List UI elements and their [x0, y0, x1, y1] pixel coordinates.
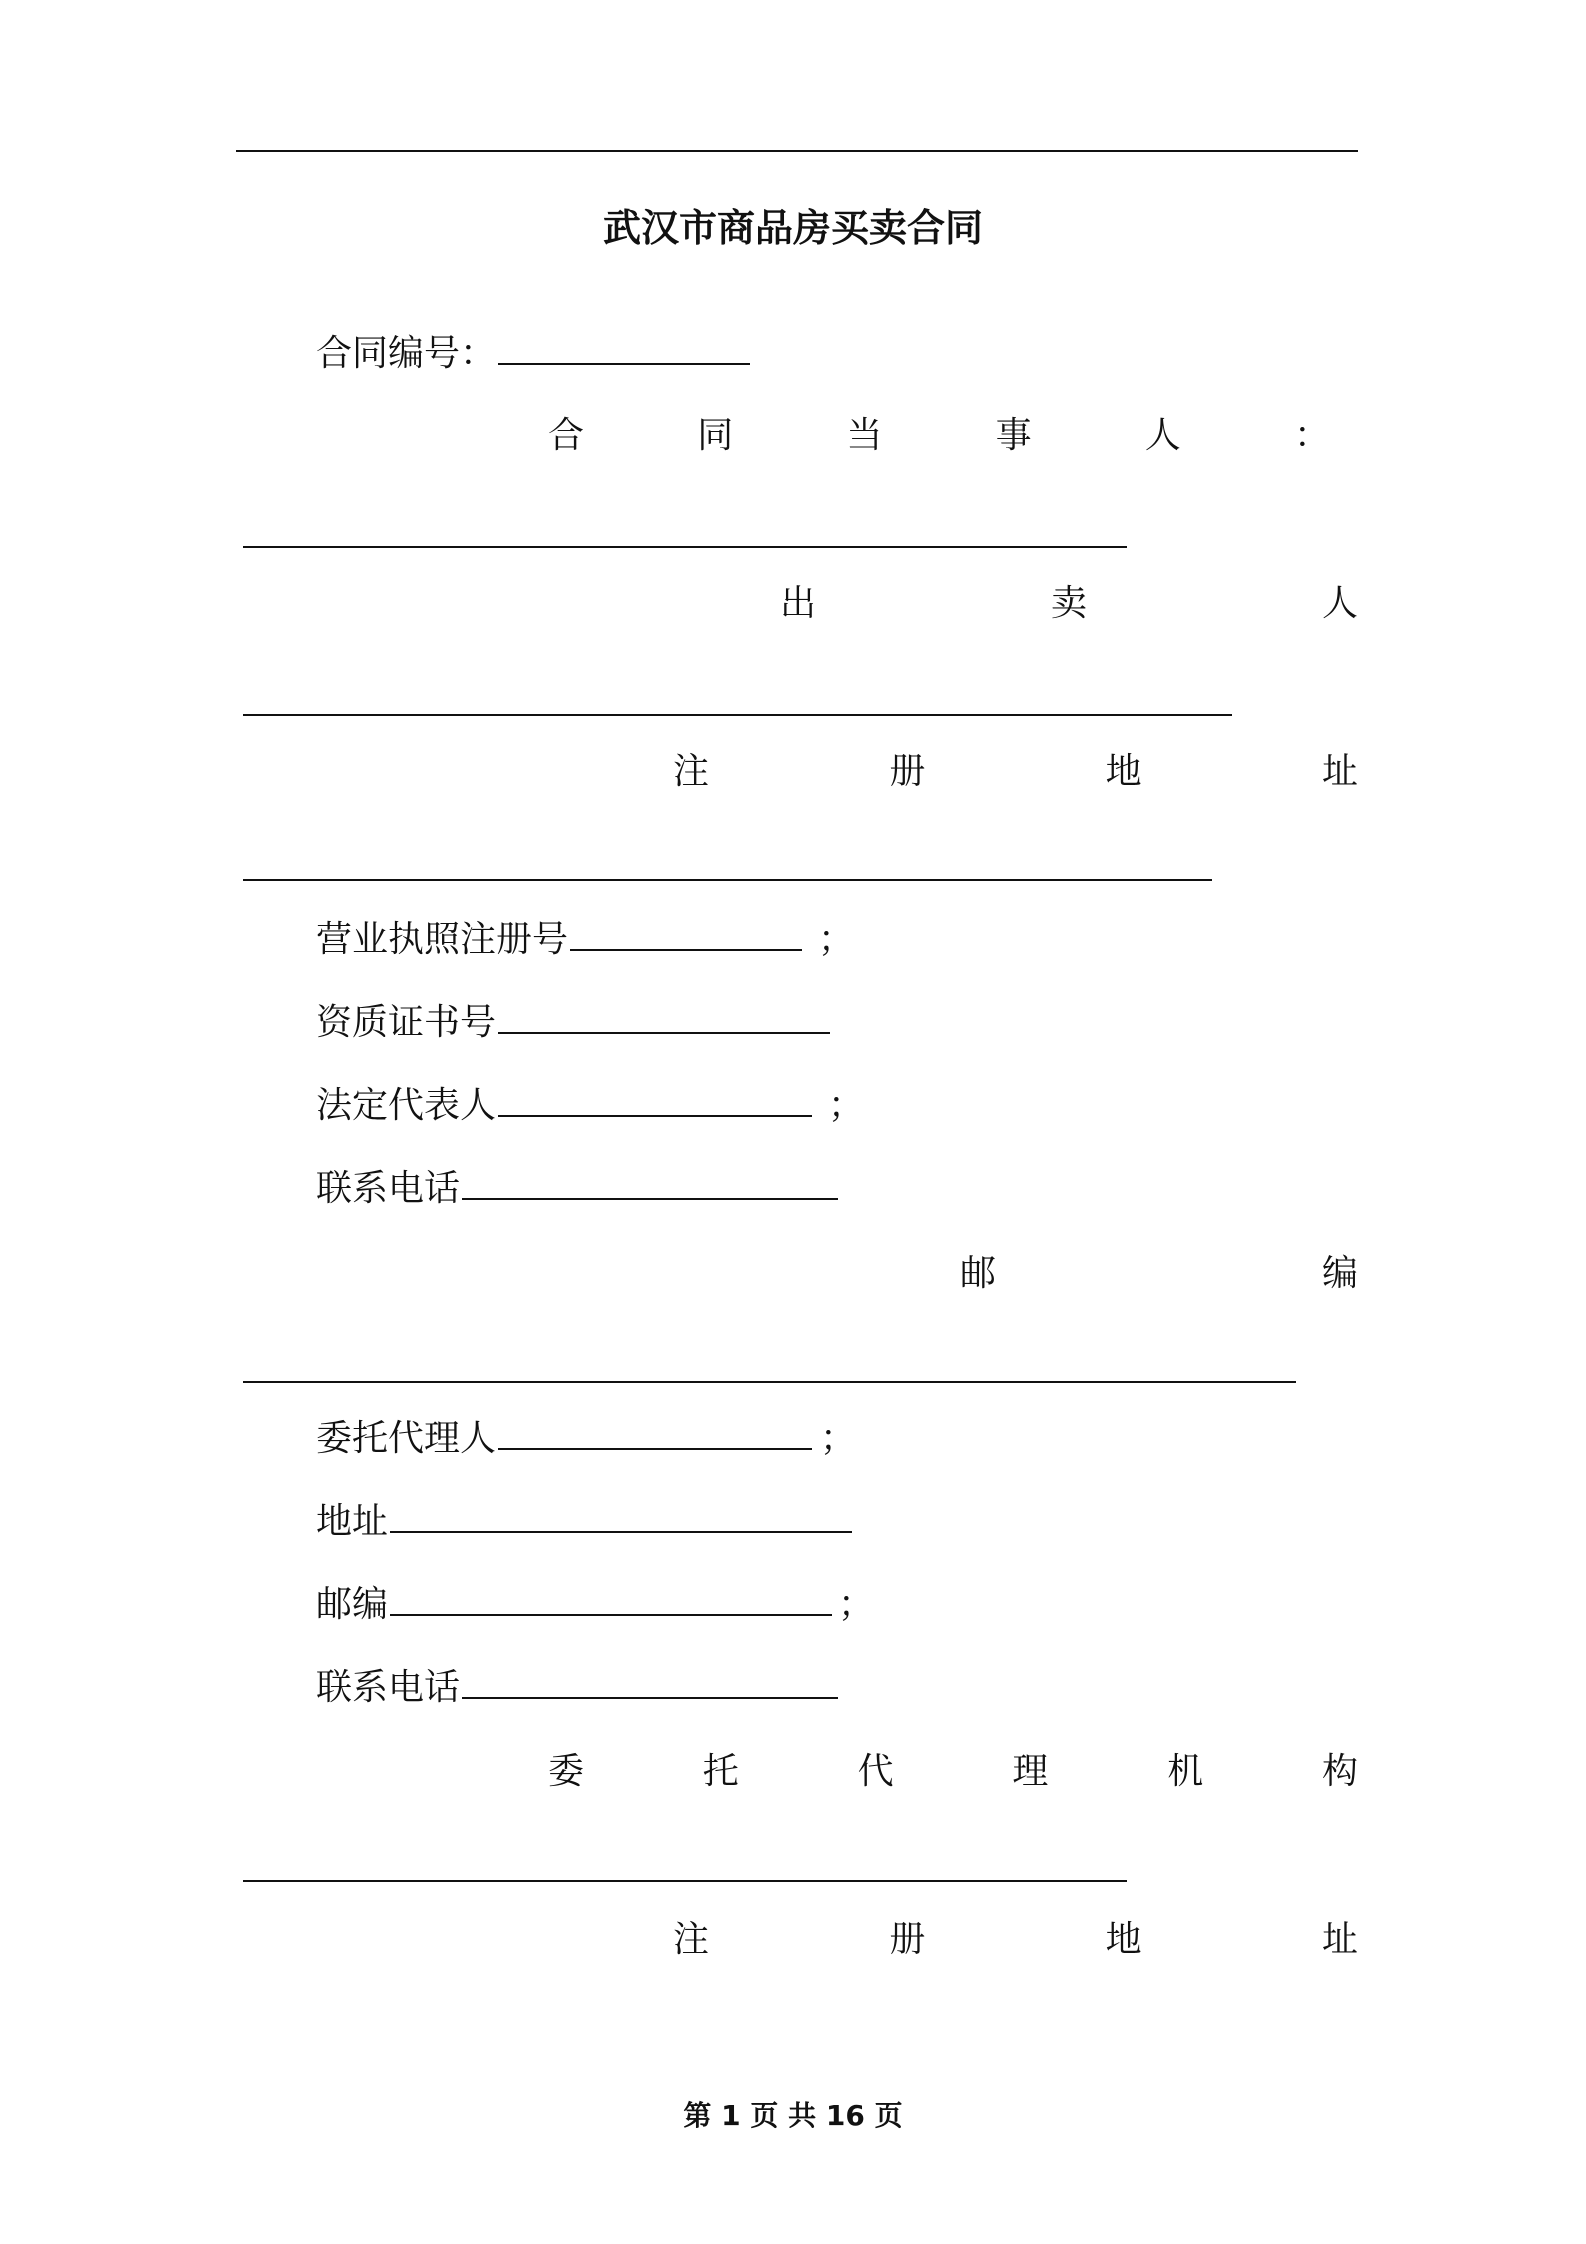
- business-license-label: 营业执照注册号: [316, 919, 569, 960]
- seller-address-heading-char: 地: [1105, 751, 1142, 792]
- agency-address-heading-char: 址: [1321, 1919, 1358, 1960]
- agency-heading-char: 构: [1321, 1751, 1358, 1792]
- page-footer: 第 1 页 共 16 页: [683, 2099, 903, 2132]
- postcode-heading-char: 编: [1321, 1253, 1358, 1294]
- postcode-heading: [960, 1250, 1358, 1298]
- agent-address-blank[interactable]: [390, 1531, 852, 1533]
- seller-heading-char: 出: [780, 583, 817, 624]
- semicolon: ；: [828, 1085, 865, 1126]
- agent-label: 委托代理人: [316, 1418, 497, 1459]
- seller-heading: [780, 580, 1358, 628]
- seller-blank[interactable]: [243, 714, 1232, 716]
- agency-heading-char: 委: [548, 1751, 585, 1792]
- agent-blank[interactable]: [498, 1448, 812, 1450]
- agency-heading: [548, 1748, 1358, 1796]
- header-rule: [236, 150, 1358, 152]
- parties-heading-char: 合: [548, 415, 585, 456]
- agent-address-label: 地址: [316, 1501, 389, 1542]
- contract-number-blank[interactable]: [498, 363, 750, 365]
- agent-line: [316, 1415, 1358, 1463]
- legal-rep-label: 法定代表人: [316, 1085, 497, 1126]
- parties-heading-char: 人: [1144, 415, 1181, 456]
- agent-phone-label: 联系电话: [316, 1667, 461, 1708]
- agency-address-heading-char: 注: [673, 1919, 710, 1960]
- parties-heading-char: 事: [995, 415, 1032, 456]
- legal-rep-blank[interactable]: [498, 1115, 812, 1117]
- semicolon: ；: [818, 919, 855, 960]
- seller-address-heading-char: 册: [889, 751, 926, 792]
- parties-heading-char: 同: [697, 415, 734, 456]
- seller-address-heading-char: 注: [673, 751, 710, 792]
- qualification-cert-line: [316, 999, 1358, 1047]
- postcode-blank[interactable]: [243, 1381, 1296, 1383]
- agent-address-line: [316, 1498, 1358, 1546]
- qualification-cert-blank[interactable]: [498, 1032, 830, 1034]
- agent-postcode-label: 邮编: [316, 1584, 389, 1625]
- postcode-heading-char: 邮: [960, 1253, 997, 1294]
- document-title: 武汉市商品房买卖合同: [602, 206, 983, 250]
- agency-blank[interactable]: [243, 1880, 1127, 1882]
- agency-heading-char: 机: [1167, 1751, 1204, 1792]
- parties-heading: [548, 412, 1330, 460]
- semicolon: ；: [838, 1584, 875, 1625]
- seller-address-blank[interactable]: [243, 879, 1212, 881]
- seller-phone-line: [316, 1165, 1358, 1213]
- agent-postcode-line: [316, 1581, 1358, 1629]
- seller-address-heading: [673, 748, 1358, 796]
- agency-heading-char: 托: [702, 1751, 739, 1792]
- seller-address-heading-char: 址: [1321, 751, 1358, 792]
- agent-postcode-blank[interactable]: [390, 1614, 832, 1616]
- agency-heading-char: 理: [1012, 1751, 1049, 1792]
- parties-heading-char: ：: [1293, 415, 1330, 456]
- semicolon: ；: [820, 1418, 857, 1459]
- contract-number-line: [316, 330, 1358, 378]
- legal-rep-line: [316, 1082, 1358, 1130]
- qualification-cert-label: 资质证书号: [316, 1002, 497, 1043]
- business-license-line: [316, 916, 1358, 964]
- agency-address-heading: [673, 1916, 1358, 1964]
- seller-phone-blank[interactable]: [462, 1198, 838, 1200]
- parties-blank[interactable]: [243, 546, 1127, 548]
- agency-heading-char: 代: [857, 1751, 894, 1792]
- contract-number-label: 合同编号：: [316, 333, 497, 374]
- seller-heading-char: 人: [1321, 583, 1358, 624]
- agency-address-heading-char: 册: [889, 1919, 926, 1960]
- agent-phone-line: [316, 1664, 1358, 1712]
- parties-heading-char: 当: [846, 415, 883, 456]
- business-license-blank[interactable]: [570, 949, 802, 951]
- seller-heading-char: 卖: [1050, 583, 1087, 624]
- agent-phone-blank[interactable]: [462, 1697, 838, 1699]
- agency-address-heading-char: 地: [1105, 1919, 1142, 1960]
- seller-phone-label: 联系电话: [316, 1168, 461, 1209]
